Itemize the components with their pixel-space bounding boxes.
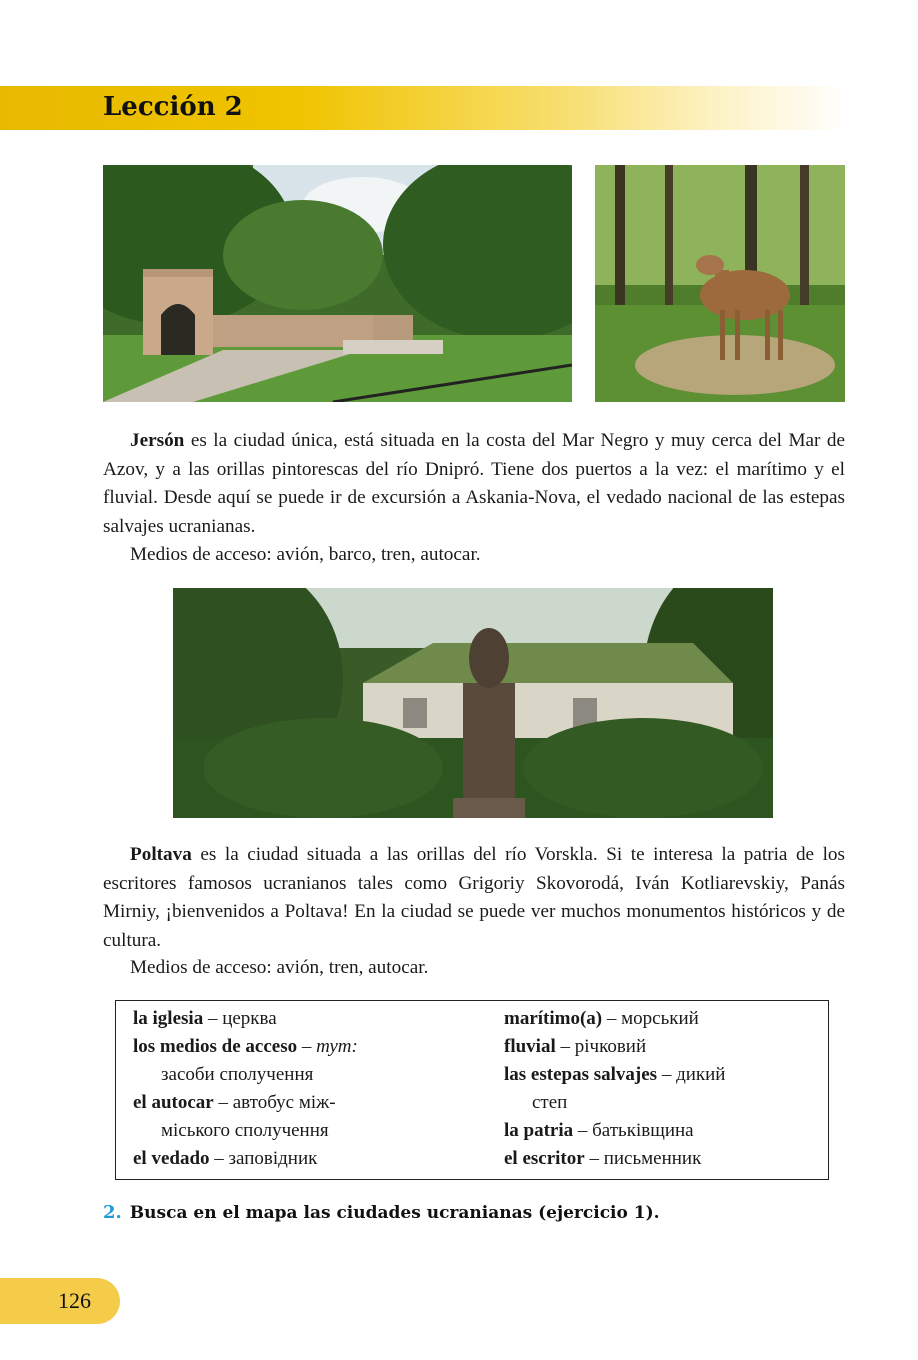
vocab-entry: los medios de acceso – тут: — [133, 1036, 358, 1057]
paragraph-jerson-text: es la ciudad única, está situada en la costa del Mar Negro y muy cerca del Mar de Azov, y a las orillas pintorescas del río Dnipró. Tiene dos puertos a la vez: el marítimo y el fluvial. Desde aquí se puede ir de excursión a Askania-Nova, el vedado nacional de las estepas salvajes ucranianas. — [103, 430, 845, 537]
exercise-text: Busca en el mapa las ciudades ucranianas (ejercicio 1). — [129, 1203, 660, 1223]
vocab-entry: el autocar – автобус між- — [133, 1092, 336, 1113]
vocab-entry: fluvial – річковий — [504, 1036, 647, 1057]
vocab-entry: la iglesia – церква — [133, 1008, 277, 1029]
vocabulary-box — [115, 1000, 829, 1180]
vocab-entry-continuation: засоби сполучення — [161, 1064, 314, 1085]
vocab-entry: el vedado – заповідник — [133, 1148, 318, 1169]
access-jerson — [103, 541, 845, 570]
paragraph-poltava-text: es la ciudad situada a las orillas del río Vorskla. Si te interesa la patria de los escritores famosos ucranianos tales como Grigoriy Skovorodá, Iván Kotliarevskiy, Panás Mirniy, ¡bienvenidos a Poltava! En la ciudad se puede ver muchos monumentos históricos y de cultura. — [103, 844, 845, 951]
paragraph-jerson — [103, 427, 845, 541]
vocab-entry: las estepas salvajes – дикий — [504, 1064, 726, 1085]
paragraph-poltava — [103, 841, 845, 955]
deer-in-forest-photo — [595, 165, 845, 402]
city-name-poltava: Poltava — [130, 844, 192, 865]
vocab-entry: la patria – батьківщина — [504, 1120, 694, 1141]
access-jerson-text: Medios de acceso: avión, barco, tren, autocar. — [130, 544, 481, 565]
access-poltava-text: Medios de acceso: avión, tren, autocar. — [130, 957, 429, 978]
access-poltava — [103, 954, 845, 983]
exercise-instruction — [103, 1202, 660, 1223]
monument-and-house-photo — [173, 588, 773, 818]
vocab-entry-continuation: степ — [532, 1092, 568, 1113]
vocab-entry: marítimo(a) – морський — [504, 1008, 699, 1029]
vocabulary-right-column — [504, 1005, 824, 1173]
lesson-title: Lección 2 — [103, 92, 243, 122]
city-name-jerson: Jersón — [130, 430, 185, 451]
page-number: 126 — [58, 1288, 91, 1313]
vocab-entry-continuation: міського сполучення — [161, 1120, 329, 1141]
garden-gate-photo — [103, 165, 572, 402]
vocab-entry: el escritor – письменник — [504, 1148, 702, 1169]
vocabulary-left-column — [133, 1005, 483, 1173]
exercise-number: 2. — [103, 1202, 122, 1223]
